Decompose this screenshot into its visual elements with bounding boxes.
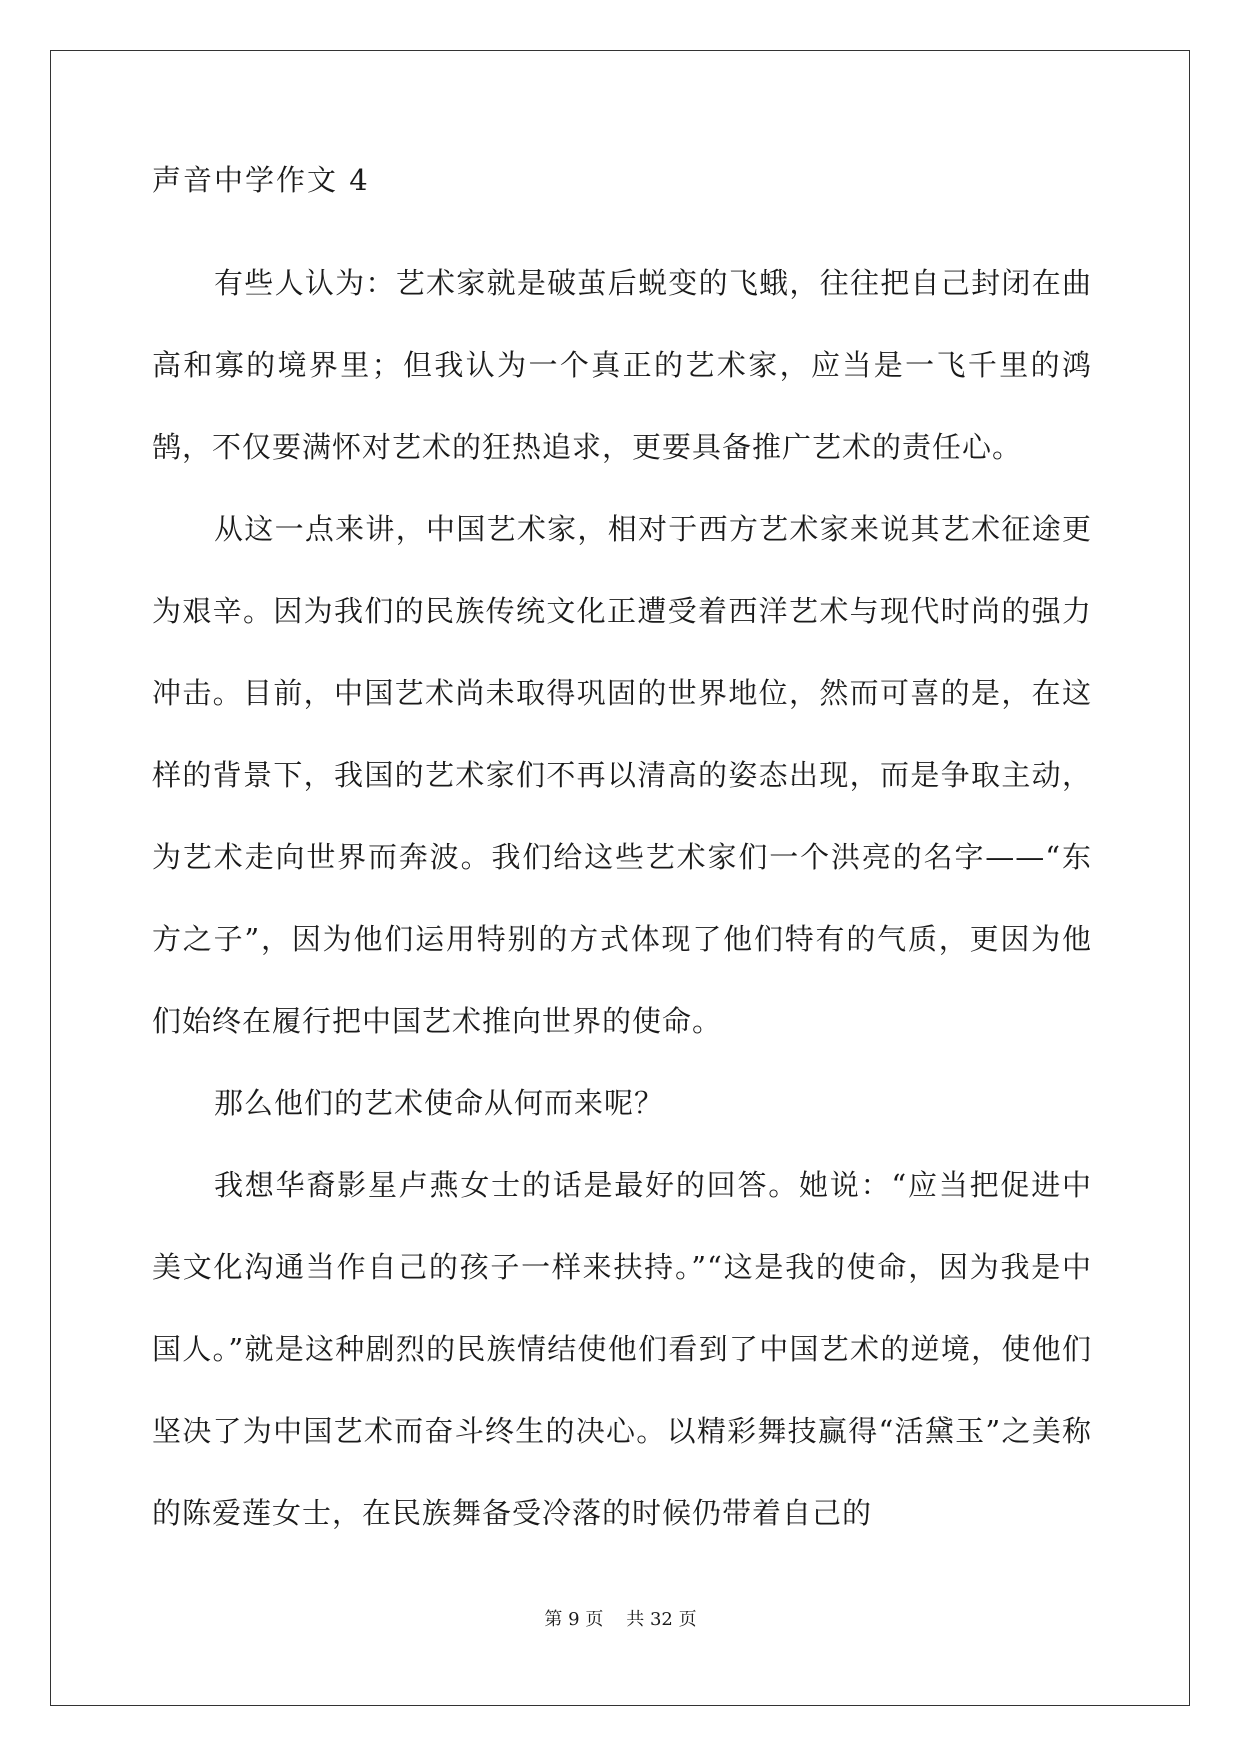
- page-footer: [0, 1608, 1241, 1632]
- paragraph-3: 那么他们的艺术使命从何而来呢？: [214, 1086, 665, 1120]
- page-total: 共 32 页: [626, 1609, 697, 1630]
- paragraph-4: 我想华裔影星卢燕女士的话是最好的回答。她说：“应当把促进中美文化沟通当作自己的孩子一样来扶持。”“这是我的使命，因为我是中国人。”就是这种剧烈的民族情结使他们看到了中国艺术的逆境，使他们坚决了为中国艺术而奋斗终生的决心。以精彩舞技赢得“活黛玉”之美称的陈爱莲女士，在民族舞备受冷落的时候仍带着自己的: [152, 1168, 1092, 1530]
- page-number: 第 9 页: [544, 1609, 604, 1630]
- essay-title: 声音中学作文 4: [152, 163, 370, 197]
- paragraph-2: 从这一点来讲，中国艺术家，相对于西方艺术家来说其艺术征途更为艰辛。因为我们的民族传统文化正遭受着西洋艺术与现代时尚的强力冲击。目前，中国艺术尚未取得巩固的世界地位，然而可喜的是，在这样的背景下，我国的艺术家们不再以清高的姿态出现，而是争取主动，为艺术走向世界而奔波。我们给这些艺术家们一个洪亮的名字——“东方之子”，因为他们运用特别的方式体现了他们特有的气质，更因为他们始终在履行把中国艺术推向世界的使命。: [152, 512, 1092, 1038]
- document-body: [152, 160, 1092, 1554]
- paragraph-1: 有些人认为：艺术家就是破茧后蜕变的飞蛾，往往把自己封闭在曲高和寡的境界里；但我认为一个真正的艺术家，应当是一飞千里的鸿鹄，不仅要满怀对艺术的狂热追求，更要具备推广艺术的责任心。: [152, 266, 1092, 464]
